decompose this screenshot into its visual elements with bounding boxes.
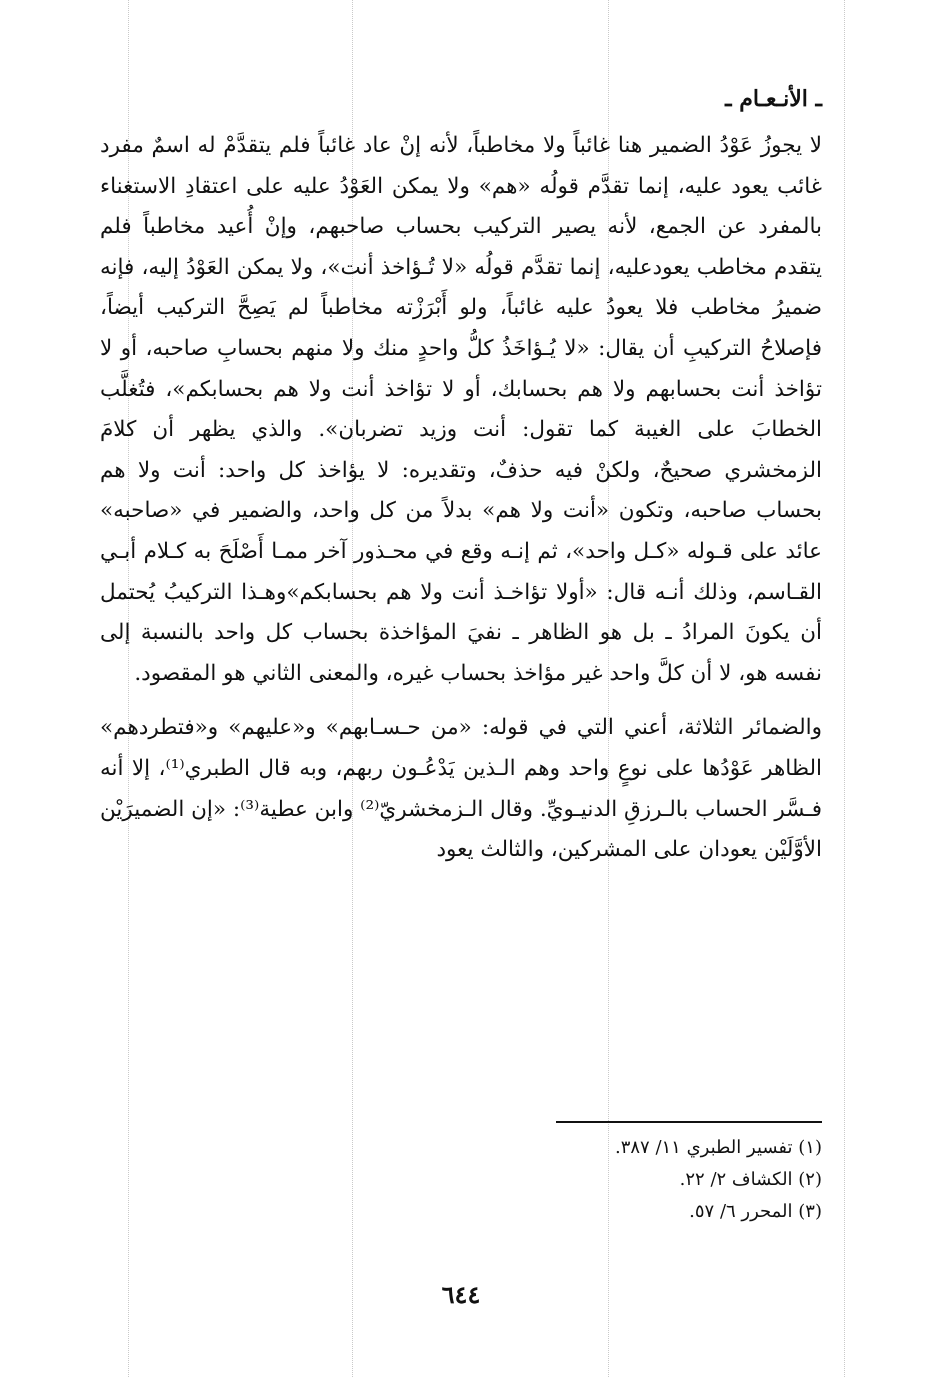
paragraph: والضمائر الثلاثة، أعني التي في قوله: «من حـسـابهم» و«عليهم» و«فتطردهم» الظاهر عَوْدُها على نوعٍ واحد وهم الـذين يَدْعُـون ربهم، وبه قال الطبري⁽¹⁾، إلا أنه فـسَّر الحساب بالـرزقِ الدنيـويِّ. وقال الـزمخشريّ⁽²⁾ وابن عطية⁽³⁾: «إن الضميرَيْن الأوَّلَيْن يعودان على المشركين، والثالث يعود [100, 715, 822, 863]
paragraph: لا يجوزُ عَوْدُ الضمير هنا غائباً ولا مخاطباً، لأنه إنْ عاد غائباً فلم يتقدَّمْ له اسمٌ مفرد غائب يعود عليه، إنما تقدَّم قولُه «هم» ولا يمكن العَوْدُ عليه على اعتقادِ الاستغناء بالمفرد عن الجمع، لأنه يصير التركيب بحساب صاحبهم، وإنْ أُعيد مخاطباً فلم يتقدم مخاطب يعودعليه، إنما تقدَّم قولُه «لا تُـؤاخذ أنت»، ولا يمكن العَوْدُ إليه، فإنه ضميرُ مخاطب فلا يعودُ عليه غائباً، ولو أَبْرَزْته مخاطباً لم يَصِحَّ التركيب أيضاً، فإصلاحُ التركيبِ أن يقال: «لا يُـؤاخَذُ كلُّ واحدٍ منك ولا منهم بحسابِ صاحبه، أو لا تؤاخذ أنت بحسابهم ولا هم بحسابك، أو لا تؤاخذ أنت ولا هم بحسابكم»، فتُغلَّب الخطابَ على الغيبة كما تقول: أنت وزيد تضربان». والذي يظهر أن كلامَ الزمخشري صحيحٌ، ولكنْ فيه حذفٌ، وتقديره: لا يؤاخذ كل واحد: أنت ولا هم بحساب صاحبه، وتكون «أنت ولا هم» بدلاً من كل واحد، والضمير في «صاحبه» عائد على قـوله «كـل واحد»، ثم إنـه وقع في محـذور آخر ممـا أَصْلَحَ به كـلام أبـي القـاسم، وذلك أنـه قال: «أولا تؤاخـذ أنت ولا هم بحسابكم»وهـذا التركيبُ يُحتمل أن يكونَ المرادُ ـ بل هو الظاهر ـ نفيَ المؤاخذة بحساب كل واحد بالنسبة إلى نفسه هو، لا أن كلَّ واحد غير مؤاخذ بحساب غيره، والمعنى الثاني هو المقصود. [100, 133, 822, 686]
main-text [100, 126, 822, 871]
footnote: (١) تفسير الطبري ١١/ ٣٨٧. [614, 1137, 822, 1158]
footnote: (٢) الكشاف ٢/ ٢٢. [679, 1169, 822, 1190]
footnote-separator [556, 1121, 822, 1123]
footnote: (٣) المحرر ٦/ ٥٧. [689, 1201, 822, 1222]
page-number: ٦٤٤ [441, 1280, 481, 1309]
scan-guide-line [844, 0, 845, 1377]
running-header: ـ الأنـعـام ـ [725, 86, 822, 112]
footnotes [422, 1132, 822, 1228]
